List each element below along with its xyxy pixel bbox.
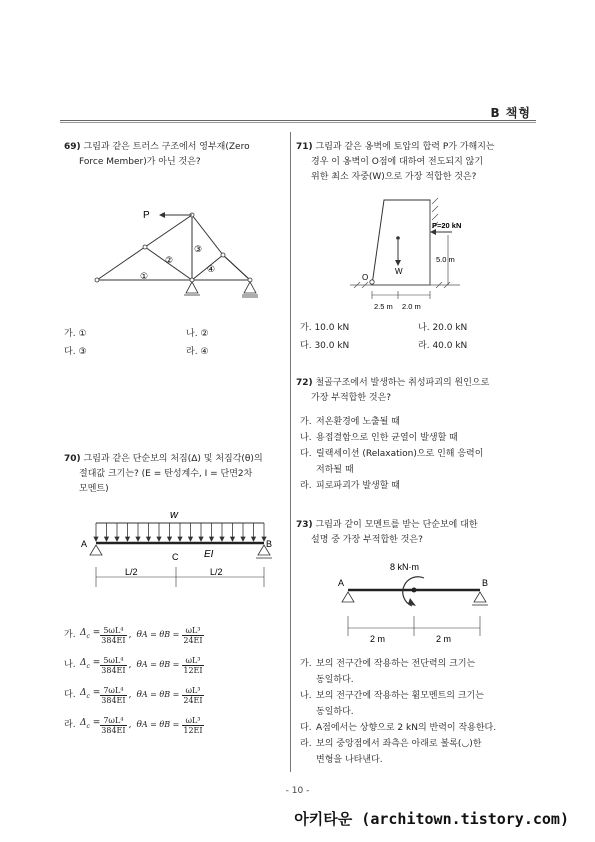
load-arrowhead xyxy=(94,537,98,541)
delta-symbol: $\Delta_c$ = xyxy=(80,628,101,640)
column-divider xyxy=(290,132,291,772)
q71-retaining-wall-figure xyxy=(340,190,490,315)
q70-option[interactable]: 가. $\Delta_c$ = $\frac{\text{5ωL⁴}}{384EI}$ , θA = θB = $\frac{\text{ωL³}}{24EI}$ xyxy=(64,625,203,645)
option-label: 가. xyxy=(300,417,312,427)
option-text: 저하될 때 xyxy=(316,465,354,475)
load-arrowhead xyxy=(210,537,214,541)
theta-fraction: $\frac{\text{ωL³}}{12EI}$ xyxy=(183,655,203,675)
option-label: 나. xyxy=(186,329,198,339)
option-label: 가. xyxy=(300,659,312,669)
q73-option-line xyxy=(300,672,536,688)
q73-text xyxy=(296,518,532,548)
q70-text xyxy=(64,452,288,497)
q69-load-label: P xyxy=(143,210,150,221)
page-number: - 10 - xyxy=(285,786,310,796)
q69-member-3: ③ xyxy=(194,244,203,254)
q72-option-line[interactable] xyxy=(300,446,536,462)
load-arrowhead xyxy=(220,537,224,541)
option-label: 나. xyxy=(300,433,312,443)
load-arrowhead xyxy=(105,537,109,541)
q69-line1: 그림과 같은 트러스 구조에서 영부재(Zero xyxy=(83,142,250,152)
q71-option-b[interactable] xyxy=(418,322,467,335)
option-label: 가. xyxy=(64,629,76,640)
q71-text xyxy=(296,140,532,185)
option-label: 다. xyxy=(64,347,76,357)
theta-fraction: $\frac{\text{ωL³}}{24EI}$ xyxy=(183,685,203,705)
q70-beam-figure xyxy=(80,505,280,595)
q71-W-label: W xyxy=(395,267,403,276)
q73-option-line xyxy=(300,752,536,768)
q71-option-c[interactable] xyxy=(300,340,349,353)
theta-symbol: θA = θB = xyxy=(136,660,180,670)
soil-hatch-right xyxy=(430,198,438,285)
load-arrowhead xyxy=(252,537,256,541)
q73-d1: 2 m xyxy=(370,634,386,644)
option-label: 다. xyxy=(300,723,312,733)
option-text: 20.0 kN xyxy=(432,323,468,333)
q71-line3: 위한 최소 자중(W)으로 가장 적합한 것은? xyxy=(311,172,477,182)
q71-option-d[interactable] xyxy=(418,340,467,353)
option-text: 보의 중앙점에서 좌측은 아래로 볼록(◡)한 xyxy=(316,739,482,749)
option-text: 피로파괴가 발생할 때 xyxy=(316,481,400,491)
top-chord-1 xyxy=(97,247,145,280)
q71-P-label: P=20 kN xyxy=(432,221,462,230)
option-label: 나. xyxy=(300,691,312,701)
pin-support-icon xyxy=(90,545,102,555)
option-text: 보의 전구간에 작용하는 휨모멘트의 크기는 xyxy=(316,691,484,701)
delta-fraction: $\frac{\text{5ωL⁴}}{384EI}$ xyxy=(101,655,126,675)
q73-line2: 설명 중 가장 부적합한 것은? xyxy=(311,535,423,545)
option-text: ④ xyxy=(200,347,209,357)
delta-symbol: $\Delta_c$ = xyxy=(80,658,101,670)
load-arrow-icon xyxy=(159,212,165,218)
option-text: 변형을 나타낸다. xyxy=(316,755,383,765)
q72-line2: 가장 부적합한 것은? xyxy=(311,393,392,403)
delta-fraction: $\frac{\text{7ωL⁴}}{384EI}$ xyxy=(101,715,126,735)
load-arrowhead xyxy=(199,537,203,541)
option-text: ③ xyxy=(78,347,87,357)
option-text: 동일하다. xyxy=(316,675,354,685)
q71-line2: 경우 이 옹벽이 O점에 대하여 전도되지 않기 xyxy=(311,157,484,167)
q73-A: A xyxy=(338,578,345,588)
option-label: 라. xyxy=(300,739,312,749)
load-arrowhead xyxy=(231,537,235,541)
option-label: 라. xyxy=(418,341,430,351)
q69-option-c[interactable] xyxy=(64,346,87,359)
option-label: 라. xyxy=(186,347,198,357)
pin-support-icon xyxy=(342,592,354,602)
option-label: 라. xyxy=(300,481,312,491)
q71-number: 71) xyxy=(296,142,313,152)
q70-line3: 모멘트) xyxy=(79,484,109,494)
load-arrowhead xyxy=(115,537,119,541)
q72-options xyxy=(300,414,536,494)
header-rule-2 xyxy=(60,122,536,123)
option-text: 릴랙세이션 (Relaxation)으로 인해 응력이 xyxy=(316,449,484,459)
q73-option-line[interactable] xyxy=(300,736,536,752)
option-text: 저온환경에 노출될 때 xyxy=(316,417,400,427)
option-label: 나. xyxy=(64,659,76,670)
q73-option-line[interactable] xyxy=(300,688,536,704)
q72-option-line[interactable] xyxy=(300,478,536,494)
q73-M-label: 8 kN·m xyxy=(390,562,419,572)
theta-symbol: θA = θB = xyxy=(136,630,180,640)
load-arrowhead xyxy=(189,537,193,541)
q70-C: C xyxy=(172,552,179,562)
delta-fraction: $\frac{\text{5ωL⁴}}{384EI}$ xyxy=(101,625,126,645)
load-arrowhead xyxy=(136,537,140,541)
q69-member-2: ② xyxy=(165,255,174,265)
option-label: 가. xyxy=(64,329,76,339)
option-label: 다. xyxy=(64,689,76,700)
delta-fraction: $\frac{\text{7ωL⁴}}{384EI}$ xyxy=(101,685,126,705)
option-text: 10.0 kN xyxy=(314,323,350,333)
q72-number: 72) xyxy=(296,378,313,388)
q73-B: B xyxy=(482,578,489,588)
q71-h-label: 5.0 m xyxy=(436,255,455,264)
q69-option-a[interactable] xyxy=(64,328,87,341)
option-text: A점에서는 상향으로 2 kN의 반력이 작용한다. xyxy=(316,723,497,733)
option-label: 나. xyxy=(418,323,430,333)
option-text: 40.0 kN xyxy=(432,341,468,351)
q70-half2: L/2 xyxy=(210,567,223,577)
theta-fraction: $\frac{\text{ωL³}}{12EI}$ xyxy=(183,715,203,735)
q70-line2: 절대값 크기는? (E = 탄성계수, I = 단면2차 xyxy=(79,469,253,479)
q73-option-line[interactable] xyxy=(300,720,536,736)
q71-line1: 그림과 같은 옹벽에 토압의 합력 P가 가해지는 xyxy=(315,142,495,152)
top-chord-2 xyxy=(145,215,192,247)
option-text: 보의 전구간에 작용하는 전단력의 크기는 xyxy=(316,659,476,669)
q72-option-line[interactable] xyxy=(300,414,536,430)
q70-number: 70) xyxy=(64,454,81,464)
load-arrowhead xyxy=(168,537,172,541)
q69-line2: Force Member)가 아닌 것은? xyxy=(79,157,201,167)
q70-option[interactable]: 라. $\Delta_c$ = $\frac{\text{7ωL⁴}}{384EI}$ , θA = θB = $\frac{\text{ωL³}}{12EI}$ xyxy=(64,715,203,735)
theta-symbol: θA = θB = xyxy=(136,690,180,700)
q69-member-4: ④ xyxy=(207,264,216,274)
exam-type-label: B 책형 xyxy=(490,106,531,120)
roller-support-icon xyxy=(474,592,486,602)
delta-symbol: $\Delta_c$ = xyxy=(80,718,101,730)
q69-member-1: ① xyxy=(140,271,149,281)
q71-O-label: O xyxy=(362,273,369,282)
q70-A: A xyxy=(81,539,88,549)
q73-option-line xyxy=(300,704,536,720)
theta-symbol: θA = θB = xyxy=(136,720,180,730)
q73-number: 73) xyxy=(296,520,313,530)
theta-fraction: $\frac{\text{ωL³}}{24EI}$ xyxy=(183,625,203,645)
q71-d1: 2.5 m xyxy=(374,302,393,311)
q71-option-a[interactable] xyxy=(300,322,349,335)
option-text: ② xyxy=(200,329,209,339)
footer-watermark: 아키타운 (architown.tistory.com) xyxy=(294,810,569,828)
q71-d2: 2.0 m xyxy=(402,302,421,311)
q70-option[interactable]: 다. $\Delta_c$ = $\frac{\text{7ωL⁴}}{384EI}$ , θA = θB = $\frac{\text{ωL³}}{24EI}$ xyxy=(64,685,203,705)
option-label: 다. xyxy=(300,341,312,351)
load-arrowhead xyxy=(178,537,182,541)
q72-option-line[interactable] xyxy=(300,430,536,446)
q73-line1: 그림과 같이 모멘트를 받는 단순보에 대한 xyxy=(315,520,478,530)
option-label: 가. xyxy=(300,323,312,333)
q72-text xyxy=(296,376,532,406)
pin-support-icon xyxy=(186,282,198,293)
q73-moment-beam-figure xyxy=(330,558,500,648)
roller-support-icon xyxy=(244,282,256,293)
distributed-load-arrows xyxy=(94,523,266,541)
q72-option-line xyxy=(300,462,536,478)
q70-B: B xyxy=(266,539,273,549)
q69-number: 69) xyxy=(64,142,81,152)
q69-text xyxy=(64,140,286,170)
delta-symbol: $\Delta_c$ = xyxy=(80,688,101,700)
option-label: 다. xyxy=(300,449,312,459)
q73-options xyxy=(300,656,536,768)
q69-truss-figure xyxy=(85,200,275,310)
q73-d2: 2 m xyxy=(436,634,452,644)
q72-line1: 철골구조에서 발생하는 취성파괴의 원인으로 xyxy=(315,378,490,388)
q70-option[interactable]: 나. $\Delta_c$ = $\frac{\text{5ωL⁴}}{384EI}$ , θA = θB = $\frac{\text{ωL³}}{12EI}$ xyxy=(64,655,203,675)
q70-half1: L/2 xyxy=(125,567,138,577)
q69-option-b[interactable] xyxy=(186,328,209,341)
option-text: 용접결함으로 인한 균열이 발생할 때 xyxy=(316,433,458,443)
q70-EI: EI xyxy=(204,549,214,560)
option-text: 동일하다. xyxy=(316,707,354,717)
option-text: 30.0 kN xyxy=(314,341,350,351)
q69-option-d[interactable] xyxy=(186,346,209,359)
load-arrowhead xyxy=(157,537,161,541)
header-rule xyxy=(60,120,536,121)
option-label: 라. xyxy=(64,719,76,730)
option-text: ① xyxy=(78,329,87,339)
load-arrowhead xyxy=(241,537,245,541)
q73-option-line[interactable] xyxy=(300,656,536,672)
load-arrowhead xyxy=(126,537,130,541)
q70-load-label: w xyxy=(170,509,178,521)
q70-options xyxy=(64,620,288,740)
load-arrowhead xyxy=(147,537,151,541)
q70-line1: 그림과 같은 단순보의 처짐(Δ) 및 처짐각(θ)의 xyxy=(83,454,263,464)
